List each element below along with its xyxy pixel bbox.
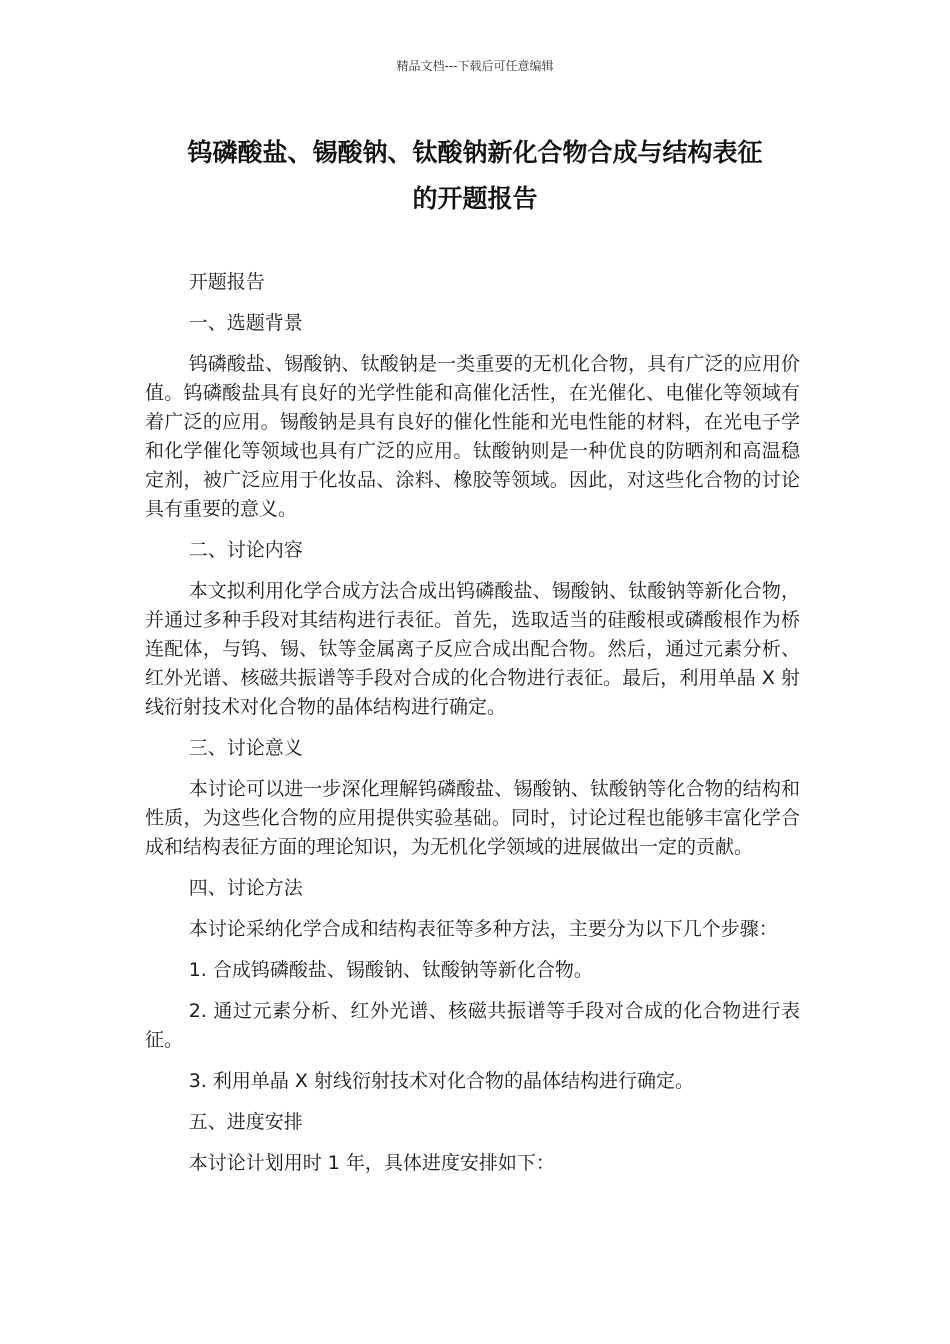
- document-title: [120, 130, 830, 222]
- document-body: [145, 268, 800, 1178]
- section-heading-content: 二、讨论内容: [188, 539, 303, 561]
- paragraph-schedule-intro: 本讨论计划用时 1 年，具体进度安排如下：: [188, 1152, 555, 1174]
- section-heading-schedule: 五、进度安排: [188, 1111, 303, 1133]
- paragraph-methods-intro: 本讨论采纳化学合成和结构表征等多种方法，主要分为以下几个步骤：: [188, 918, 778, 940]
- title-line-2: 的开题报告: [412, 184, 538, 213]
- section-heading-methods: 四、讨论方法: [188, 877, 303, 899]
- method-step-3: 3. 利用单晶 X 射线衍射技术对化合物的晶体结构进行确定。: [188, 1070, 694, 1092]
- section-heading-significance: 三、讨论意义: [188, 737, 303, 759]
- paragraph-content: 本文拟利用化学合成方法合成出钨磷酸盐、锡酸钠、钛酸钠等新化合物，并通过多种手段对其结构进行表征。首先，选取适当的硅酸根或磷酸根作为桥连配体，与钨、锡、钛等金属离子反应合成出配合物。然后，通过元素分析、红外光谱、核磁共振谱等手段对合成的化合物进行表征。最后，利用单晶 X 射线衍射技术对化合物的晶体结构进行确定。: [145, 580, 800, 718]
- section-heading-background: 一、选题背景: [188, 312, 303, 334]
- paragraph-significance: 本讨论可以进一步深化理解钨磷酸盐、锡酸钠、钛酸钠等化合物的结构和性质，为这些化合物的应用提供实验基础。同时，讨论过程也能够丰富化学合成和结构表征方面的理论知识，为无机化学领域的进展做出一定的贡献。: [145, 778, 800, 858]
- method-step-1: 1. 合成钨磷酸盐、锡酸钠、钛酸钠等新化合物。: [188, 959, 593, 981]
- method-step-2: 2. 通过元素分析、红外光谱、核磁共振谱等手段对合成的化合物进行表征。: [145, 1000, 800, 1051]
- page-header: 精品文档---下载后可任意编辑: [396, 59, 554, 73]
- paragraph-background: 钨磷酸盐、锡酸钠、钛酸钠是一类重要的无机化合物，具有广泛的应用价值。钨磷酸盐具有良好的光学性能和高催化活性，在光催化、电催化等领域有着广泛的应用。锡酸钠是具有良好的催化性能和光电性能的材料，在光电子学和化学催化等领域也具有广泛的应用。钛酸钠则是一种优良的防晒剂和高温稳定剂，被广泛应用于化妆品、涂料、橡胶等领域。因此，对这些化合物的讨论具有重要的意义。: [145, 353, 800, 520]
- title-line-1: 钨磷酸盐、锡酸钠、钛酸钠新化合物合成与结构表征: [187, 138, 763, 167]
- report-label: 开题报告: [188, 271, 265, 293]
